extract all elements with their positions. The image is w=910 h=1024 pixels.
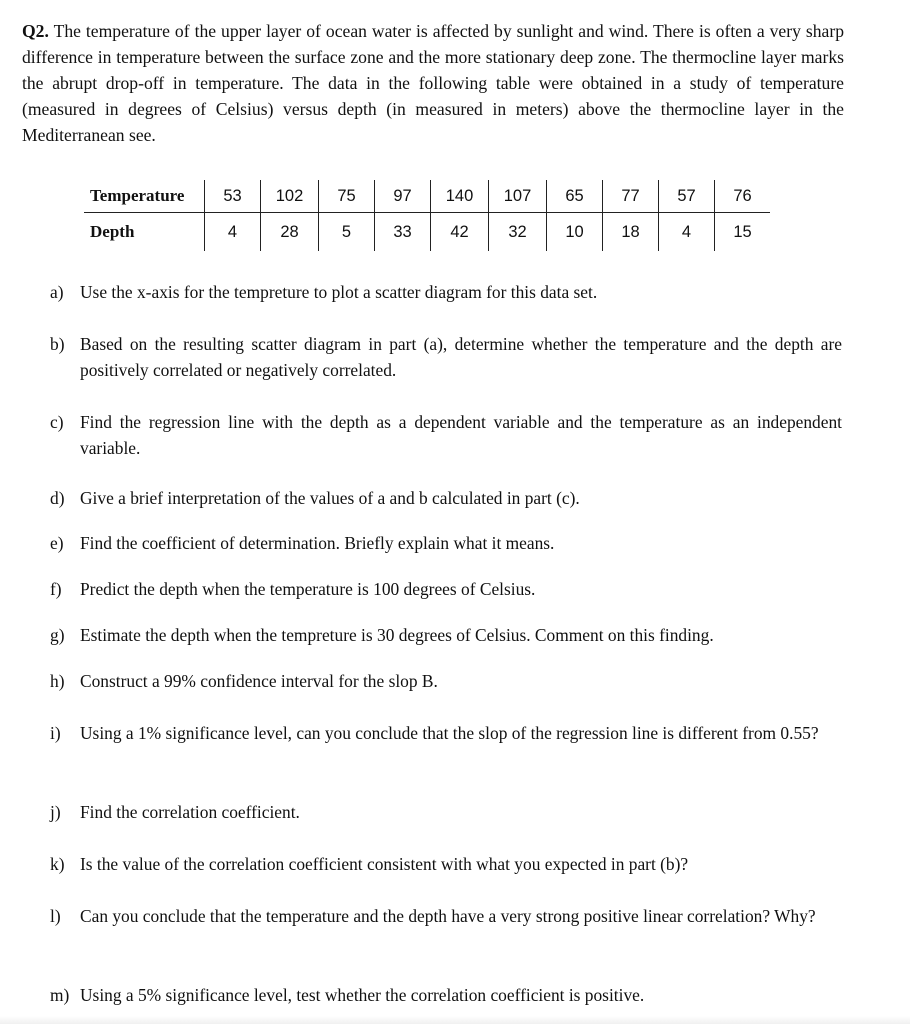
part-text: Find the correlation coefficient.	[80, 802, 300, 822]
depth-row	[84, 213, 770, 252]
temperature-cell: 76	[715, 180, 771, 213]
part-text: Give a brief interpretation of the values of a and b calculated in part (c).	[80, 488, 580, 508]
part-text: Use the x-axis for the tempreture to plot a scatter diagram for this data set.	[80, 282, 598, 302]
temperature-cell: 107	[489, 180, 547, 213]
depth-cell: 42	[431, 213, 489, 252]
part-letter: e)	[50, 533, 64, 553]
depth-cell: 32	[489, 213, 547, 252]
depth-cell: 15	[715, 213, 771, 252]
part-letter: m)	[50, 985, 70, 1005]
data-table	[84, 180, 770, 251]
part-h	[50, 668, 842, 694]
depth-cell: 5	[319, 213, 375, 252]
part-letter: c)	[50, 412, 64, 432]
part-text: Estimate the depth when the tempreture is 30 degrees of Celsius. Comment on this finding.	[80, 625, 714, 645]
depth-cell: 10	[547, 213, 603, 252]
part-c	[50, 409, 842, 461]
part-letter: i)	[50, 723, 61, 743]
part-letter: h)	[50, 671, 65, 691]
part-text: Is the value of the correlation coefficient consistent with what you expected in part (b)?	[80, 854, 689, 874]
part-k	[50, 851, 842, 877]
question-number: Q2.	[22, 21, 49, 41]
part-text: Construct a 99% confidence interval for the slop B.	[80, 671, 438, 691]
part-b	[50, 331, 842, 383]
part-letter: j)	[50, 802, 61, 822]
depth-cell: 4	[205, 213, 261, 252]
page-bottom-edge	[0, 1016, 910, 1024]
temperature-cell: 65	[547, 180, 603, 213]
part-g	[50, 622, 842, 648]
part-letter: g)	[50, 625, 65, 645]
part-j	[50, 799, 842, 825]
part-e	[50, 530, 842, 556]
part-letter: k)	[50, 854, 65, 874]
temperature-cell: 97	[375, 180, 431, 213]
temperature-cell: 57	[659, 180, 715, 213]
depth-cell: 28	[261, 213, 319, 252]
depth-cell: 33	[375, 213, 431, 252]
part-l	[50, 903, 842, 929]
temperature-cell: 75	[319, 180, 375, 213]
question-intro-text: The temperature of the upper layer of ocean water is affected by sunlight and wind. There is often a very sharp difference in temperature between the surface zone and the more stationary deep zone. The thermocline layer marks the abrupt drop-off in temperature. The data in the following table were obtained in a study of temperature (measured in degrees of Celsius) versus depth (in measured in meters) above the thermocline layer in the Mediterranean see.	[22, 21, 844, 145]
part-letter: l)	[50, 906, 61, 926]
part-text: Using a 5% significance level, test whether the correlation coefficient is positive.	[80, 985, 645, 1005]
part-text: Can you conclude that the temperature and the depth have a very strong positive linear correlation? Why?	[80, 906, 816, 926]
temperature-row	[84, 180, 770, 213]
part-text: Using a 1% significance level, can you conclude that the slop of the regression line is different from 0.55?	[80, 723, 819, 743]
temperature-cell: 102	[261, 180, 319, 213]
part-text: Find the regression line with the depth as a dependent variable and the temperature as an independent variable.	[80, 412, 842, 458]
question-intro	[22, 18, 844, 148]
temperature-label: Temperature	[84, 180, 205, 213]
part-i	[50, 720, 842, 746]
part-a	[50, 279, 842, 305]
part-f	[50, 576, 842, 602]
part-m	[50, 982, 842, 1008]
part-d	[50, 485, 842, 511]
temperature-cell: 140	[431, 180, 489, 213]
part-text: Find the coefficient of determination. Briefly explain what it means.	[80, 533, 555, 553]
part-letter: a)	[50, 282, 64, 302]
part-letter: b)	[50, 334, 65, 354]
depth-cell: 4	[659, 213, 715, 252]
part-letter: d)	[50, 488, 65, 508]
part-text: Based on the resulting scatter diagram in part (a), determine whether the temperature and the depth are positively correlated or negatively correlated.	[80, 334, 842, 380]
temperature-cell: 77	[603, 180, 659, 213]
depth-cell: 18	[603, 213, 659, 252]
temperature-cell: 53	[205, 180, 261, 213]
part-text: Predict the depth when the temperature is 100 degrees of Celsius.	[80, 579, 536, 599]
part-letter: f)	[50, 579, 62, 599]
depth-label: Depth	[90, 222, 135, 241]
